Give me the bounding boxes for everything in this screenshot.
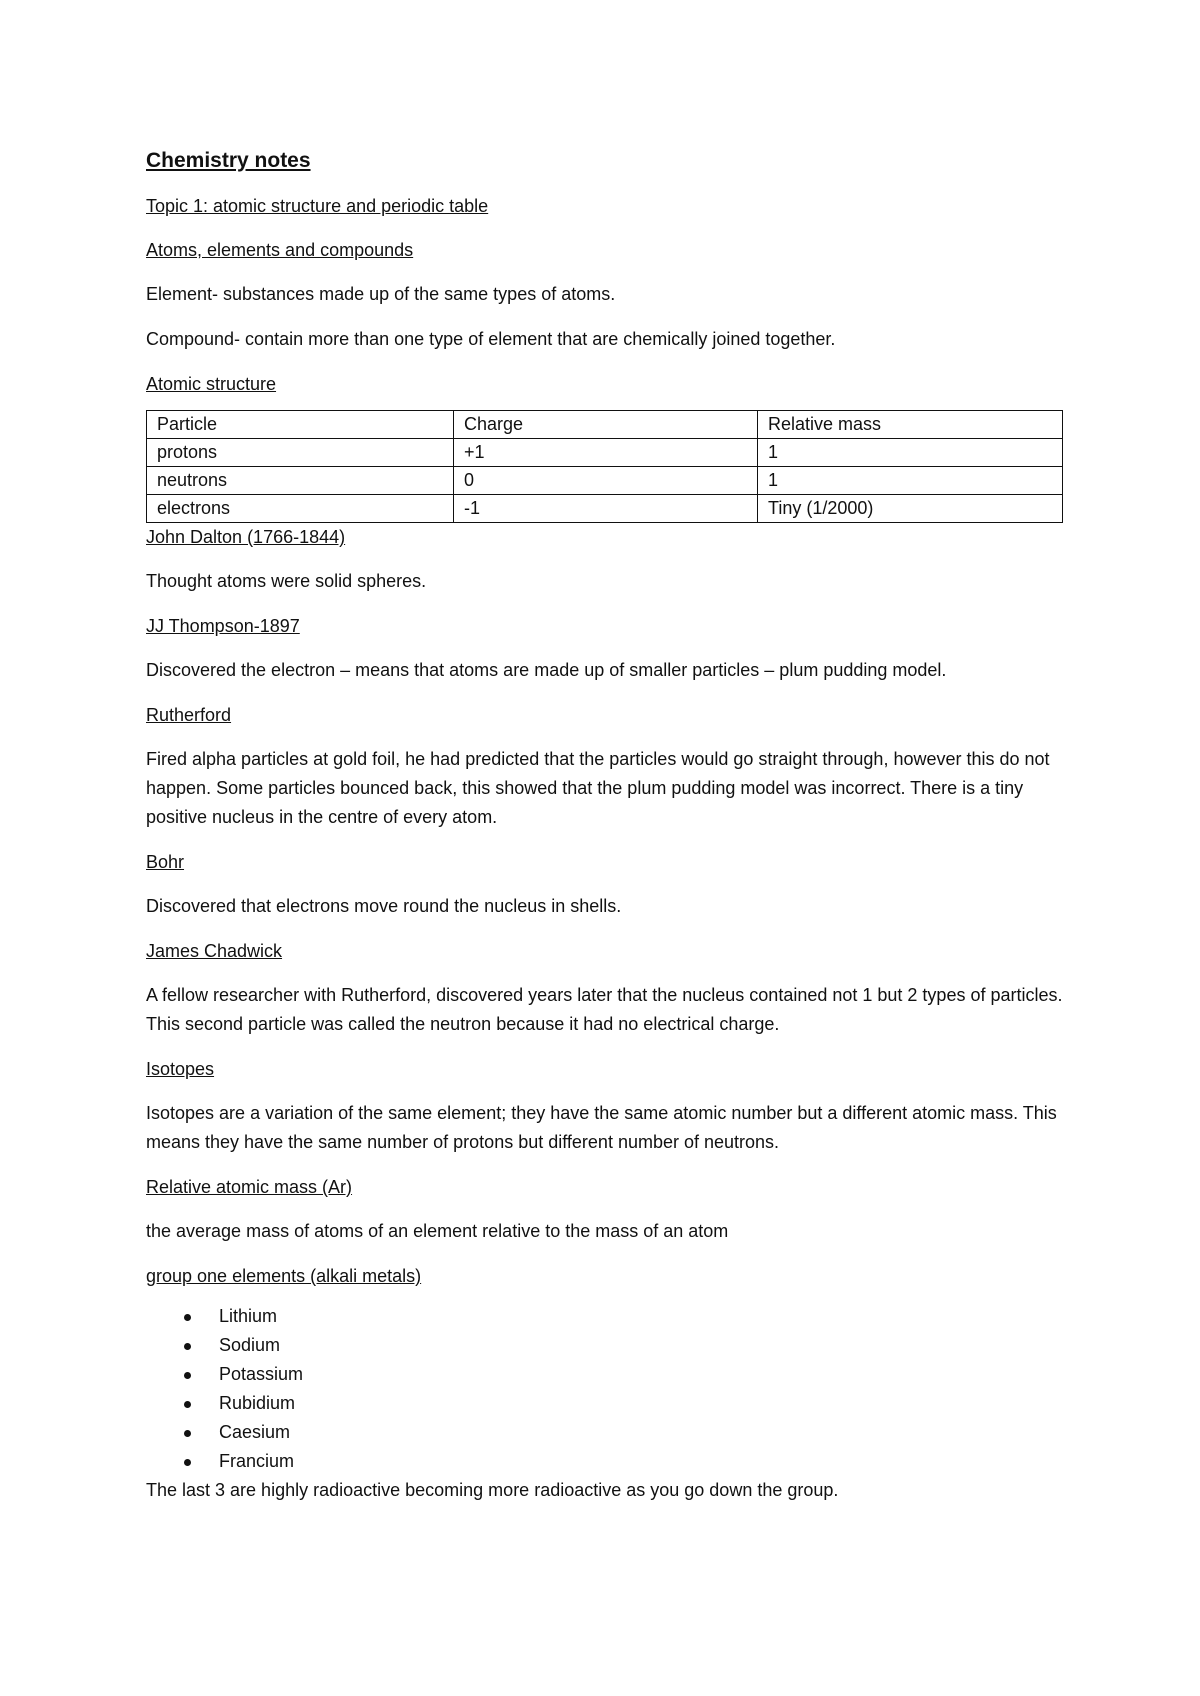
rutherford-text: Fired alpha particles at gold foil, he had predicted that the particles would go straight through, however this do not happen. Some particles bounced back, this showed that the plum pudding model was incorrect. There is a tiny positive nucleus in the centre of every atom. <box>146 749 1050 827</box>
table-header-cell: Particle <box>147 411 454 439</box>
compound-definition: Compound- contain more than one type of element that are chemically joined together. <box>146 329 836 349</box>
isotopes-text: Isotopes are a variation of the same element; they have the same atomic number but a different atomic mass. This means they have the same number of protons but different number of neutrons. <box>146 1103 1057 1152</box>
bullet-icon <box>184 1401 191 1408</box>
list-item <box>146 1418 1063 1447</box>
relative-atomic-mass-text: the average mass of atoms of an element relative to the mass of an atom <box>146 1221 729 1241</box>
thompson-heading: JJ Thompson-1897 <box>146 616 300 636</box>
rutherford-heading: Rutherford <box>146 705 232 725</box>
dalton-heading: John Dalton (1766-1844) <box>146 527 346 547</box>
list-item <box>146 1447 1063 1476</box>
table-header-cell: Charge <box>454 411 758 439</box>
table-row <box>147 439 1063 467</box>
table-header-cell: Relative mass <box>758 411 1063 439</box>
chadwick-text: A fellow researcher with Rutherford, discovered years later that the nucleus contained not 1 but 2 types of particles. This second particle was called the neutron because it had no electrical charge. <box>146 985 1063 1034</box>
document-title: Chemistry notes <box>146 149 311 172</box>
list-item <box>146 1302 1063 1331</box>
bullet-icon <box>184 1459 191 1466</box>
list-item-label: Lithium <box>219 1306 278 1326</box>
list-item-label: Potassium <box>219 1364 304 1384</box>
element-definition: Element- substances made up of the same types of atoms. <box>146 284 616 304</box>
list-item <box>146 1360 1063 1389</box>
list-item-label: Caesium <box>219 1422 291 1442</box>
table-row <box>147 495 1063 523</box>
list-item <box>146 1389 1063 1418</box>
table-cell: Tiny (1/2000) <box>758 495 1063 523</box>
bullet-icon <box>184 1314 191 1321</box>
list-item-label: Sodium <box>219 1335 281 1355</box>
alkali-metals-list <box>146 1302 1063 1476</box>
bullet-icon <box>184 1372 191 1379</box>
particle-table <box>146 410 1063 523</box>
list-item-label: Francium <box>219 1451 295 1471</box>
relative-atomic-mass-heading: Relative atomic mass (Ar) <box>146 1177 353 1197</box>
bullet-icon <box>184 1343 191 1350</box>
bohr-heading: Bohr <box>146 852 185 872</box>
bullet-icon <box>184 1430 191 1437</box>
table-cell: neutrons <box>147 467 454 495</box>
table-cell: 0 <box>454 467 758 495</box>
table-cell: -1 <box>454 495 758 523</box>
group-one-heading: group one elements (alkali metals) <box>146 1266 422 1286</box>
topic-heading: Topic 1: atomic structure and periodic table <box>146 196 489 216</box>
bohr-text: Discovered that electrons move round the nucleus in shells. <box>146 896 622 916</box>
chadwick-heading: James Chadwick <box>146 941 283 961</box>
table-cell: protons <box>147 439 454 467</box>
table-cell: electrons <box>147 495 454 523</box>
dalton-text: Thought atoms were solid spheres. <box>146 571 427 591</box>
list-item-label: Rubidium <box>219 1393 296 1413</box>
table-cell: 1 <box>758 467 1063 495</box>
table-cell: 1 <box>758 439 1063 467</box>
table-header-row <box>147 411 1063 439</box>
list-item <box>146 1331 1063 1360</box>
group-one-note: The last 3 are highly radioactive becoming more radioactive as you go down the group. <box>146 1480 839 1500</box>
isotopes-heading: Isotopes <box>146 1059 215 1079</box>
table-cell: +1 <box>454 439 758 467</box>
atoms-elements-heading: Atoms, elements and compounds <box>146 240 414 260</box>
thompson-text: Discovered the electron – means that atoms are made up of smaller particles – plum pudding model. <box>146 660 947 680</box>
atomic-structure-heading: Atomic structure <box>146 374 277 394</box>
table-row <box>147 467 1063 495</box>
